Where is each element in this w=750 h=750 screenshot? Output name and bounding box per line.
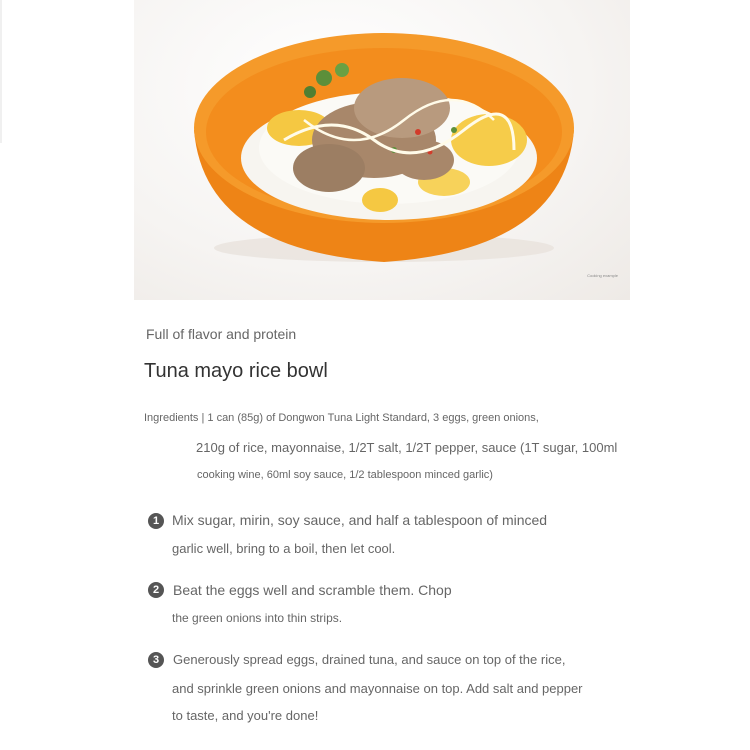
step-text: and sprinkle green onions and mayonnaise on top. Add salt and pepper	[172, 681, 583, 696]
step-number-badge: 1	[148, 513, 164, 529]
recipe-subtitle: Full of flavor and protein	[146, 326, 297, 342]
step-text: Mix sugar, mirin, soy sauce, and half a tablespoon of minced	[172, 512, 548, 528]
recipe-title: Tuna mayo rice bowl	[144, 360, 328, 382]
ingredients-line: Ingredients | 1 can (85g) of Dongwon Tuna Light Standard, 3 eggs, green onions,	[144, 412, 539, 424]
photo-caption: Cooking example	[587, 273, 618, 278]
step-text: garlic well, bring to a boil, then let cool.	[172, 541, 396, 556]
step-text: to taste, and you're done!	[172, 708, 319, 723]
page-edge-divider	[0, 0, 2, 143]
rice-bowl-illustration	[134, 0, 630, 300]
ingredients-line: cooking wine, 60ml soy sauce, 1/2 tablespoon minced garlic)	[197, 469, 493, 481]
ingredients-line: 210g of rice, mayonnaise, 1/2T salt, 1/2T pepper, sauce (1T sugar, 100ml	[196, 440, 618, 455]
step-text: Beat the eggs well and scramble them. Chop	[173, 582, 452, 598]
step-number-badge: 2	[148, 582, 164, 598]
step-text: Generously spread eggs, drained tuna, and sauce on top of the rice,	[173, 652, 566, 667]
dish-photo	[134, 0, 630, 300]
step-number-badge: 3	[148, 652, 164, 668]
step-text: the green onions into thin strips.	[172, 611, 343, 625]
